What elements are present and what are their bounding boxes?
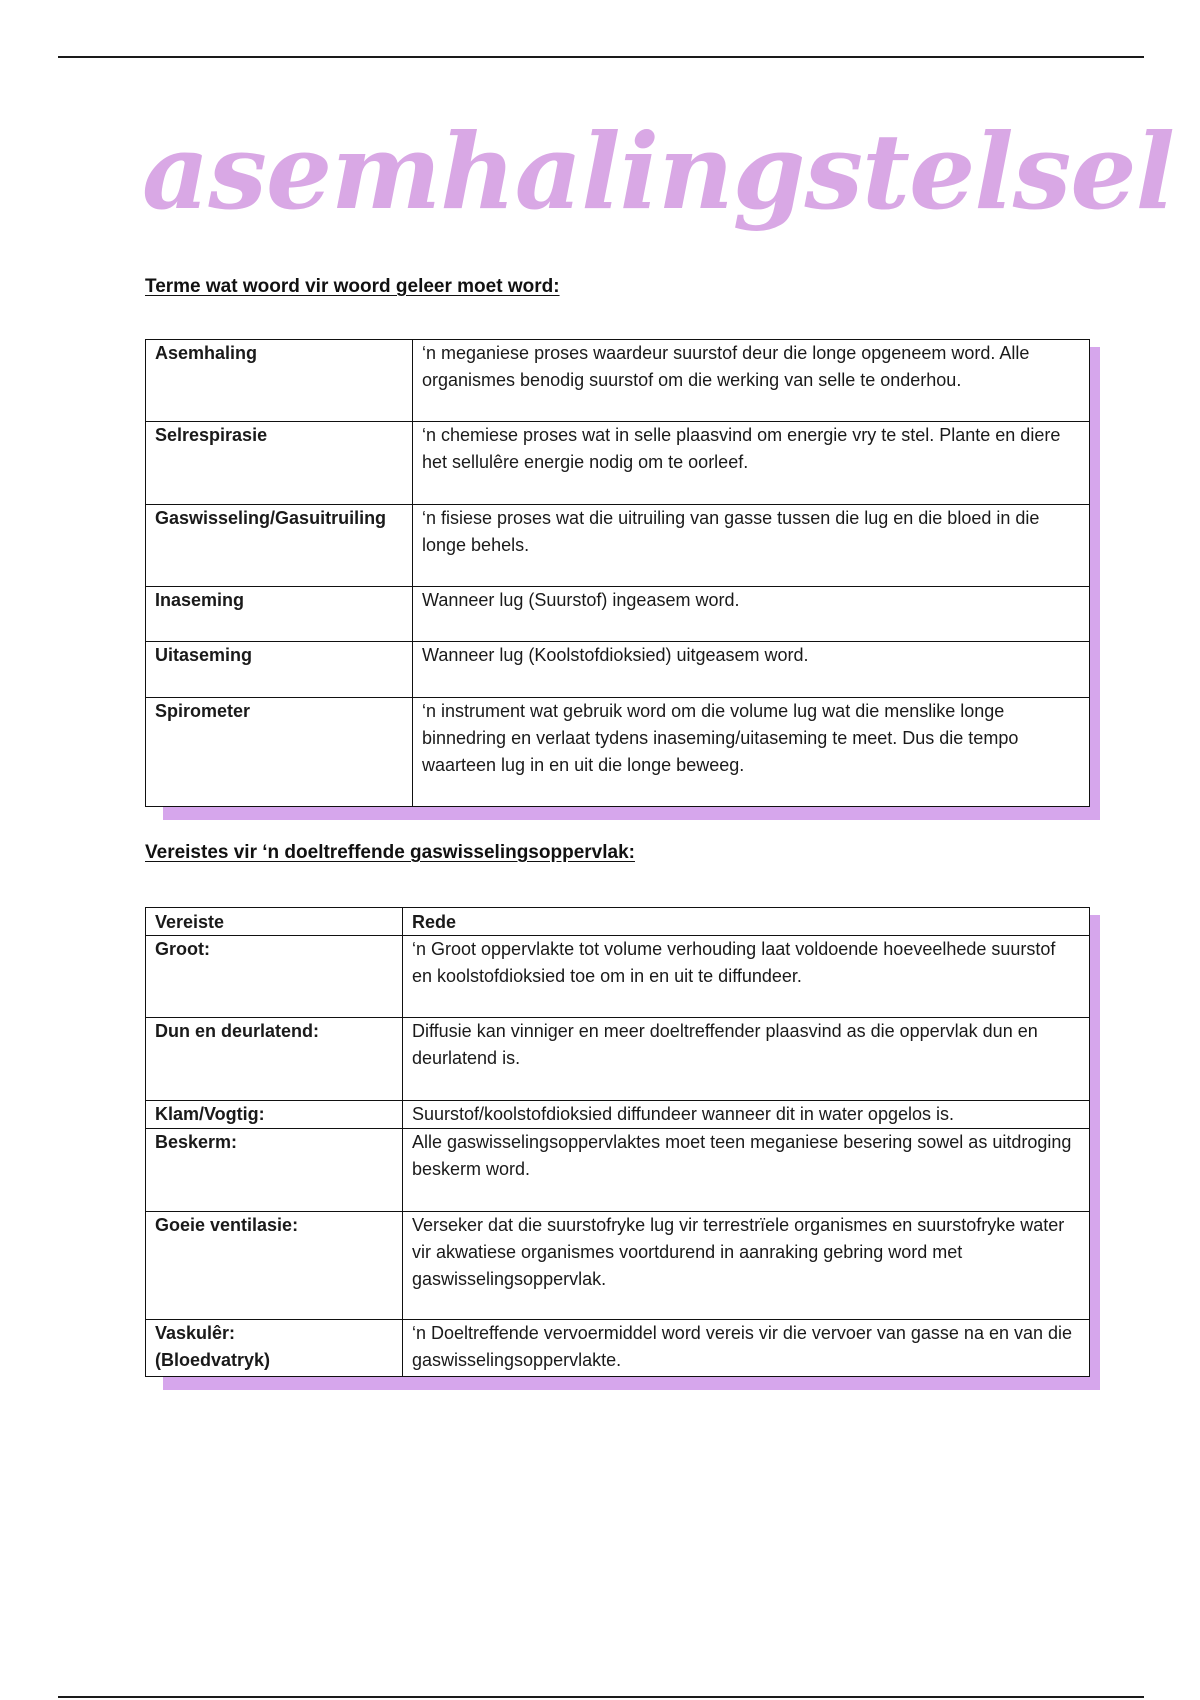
table-row <box>146 1212 1090 1320</box>
reason-cell: ‘n Doeltreffende vervoermiddel word vereis vir die vervoer van gasse na en van die gaswisselingsoppervlakte. <box>403 1320 1090 1377</box>
definition-cell: ‘n chemiese proses wat in selle plaasvind om energie vry te stel. Plante en diere het sellulêre energie nodig om te oorleef. <box>413 422 1090 504</box>
term-cell: Selrespirasie <box>146 422 413 504</box>
requirement-cell: Dun en deurlatend: <box>146 1018 403 1101</box>
requirement-label: Vaskulêr: <box>155 1323 236 1343</box>
term-cell: Asemhaling <box>146 340 413 422</box>
definition-cell: ‘n fisiese proses wat die uitruiling van gasse tussen die lug en die bloed in die longe behels. <box>413 504 1090 586</box>
term-cell: Inaseming <box>146 587 413 642</box>
requirement-cell: Klam/Vogtig: <box>146 1101 403 1129</box>
table-row <box>146 340 1090 422</box>
requirements-table-wrapper <box>145 907 1090 1377</box>
requirement-cell: Goeie ventilasie: <box>146 1212 403 1320</box>
reason-cell: Diffusie kan vinniger en meer doeltreffender plaasvind as die oppervlak dun en deurlatend is. <box>403 1018 1090 1101</box>
table-row <box>146 642 1090 697</box>
column-header-reason: Rede <box>403 908 1090 936</box>
requirement-cell <box>146 1320 403 1377</box>
table-row <box>146 1320 1090 1377</box>
definition-cell: Wanneer lug (Koolstofdioksied) uitgeasem word. <box>413 642 1090 697</box>
requirements-table <box>145 907 1090 1377</box>
term-cell: Uitaseming <box>146 642 413 697</box>
term-cell: Gaswisseling/Gasuitruiling <box>146 504 413 586</box>
requirement-cell: Groot: <box>146 936 403 1018</box>
terms-table-wrapper <box>145 339 1090 807</box>
table-row <box>146 697 1090 807</box>
terms-table <box>145 339 1090 807</box>
table-header-row <box>146 908 1090 936</box>
definition-cell: ‘n meganiese proses waardeur suurstof deur die longe opgeneem word. Alle organismes benodig suurstof om die werking van selle te onderhou. <box>413 340 1090 422</box>
table-row <box>146 504 1090 586</box>
terms-heading: Terme wat woord vir woord geleer moet word: <box>145 276 560 297</box>
requirements-heading: Vereistes vir ‘n doeltreffende gaswisselingsoppervlak: <box>145 842 635 863</box>
table-row <box>146 422 1090 504</box>
bottom-rule <box>58 1696 1144 1698</box>
requirement-cell: Beskerm: <box>146 1129 403 1212</box>
top-rule <box>58 56 1144 58</box>
requirement-note: (Bloedvatryk) <box>155 1350 271 1370</box>
definition-cell: ‘n instrument wat gebruik word om die volume lug wat die menslike longe binnedring en verlaat tydens inaseming/uitaseming te meet. Dus die tempo waarteen lug in en uit die longe beweeg. <box>413 697 1090 807</box>
reason-cell: Alle gaswisselingsoppervlaktes moet teen meganiese besering sowel as uitdroging beskerm word. <box>403 1129 1090 1212</box>
definition-cell: Wanneer lug (Suurstof) ingeasem word. <box>413 587 1090 642</box>
table-row <box>146 1018 1090 1101</box>
column-header-requirement: Vereiste <box>146 908 403 936</box>
page-title: asemhalingstelsel <box>142 110 1174 233</box>
table-row <box>146 1129 1090 1212</box>
term-cell: Spirometer <box>146 697 413 807</box>
reason-cell: Suurstof/koolstofdioksied diffundeer wanneer dit in water opgelos is. <box>403 1101 1090 1129</box>
table-row <box>146 587 1090 642</box>
table-row <box>146 1101 1090 1129</box>
table-row <box>146 936 1090 1018</box>
reason-cell: ‘n Groot oppervlakte tot volume verhouding laat voldoende hoeveelhede suurstof en koolstofdioksied toe om in en uit te diffundeer. <box>403 936 1090 1018</box>
reason-cell: Verseker dat die suurstofryke lug vir terrestrïele organismes en suurstofryke water vir akwatiese organismes voortdurend in aanraking gebring word met gaswisselingsoppervlak. <box>403 1212 1090 1320</box>
